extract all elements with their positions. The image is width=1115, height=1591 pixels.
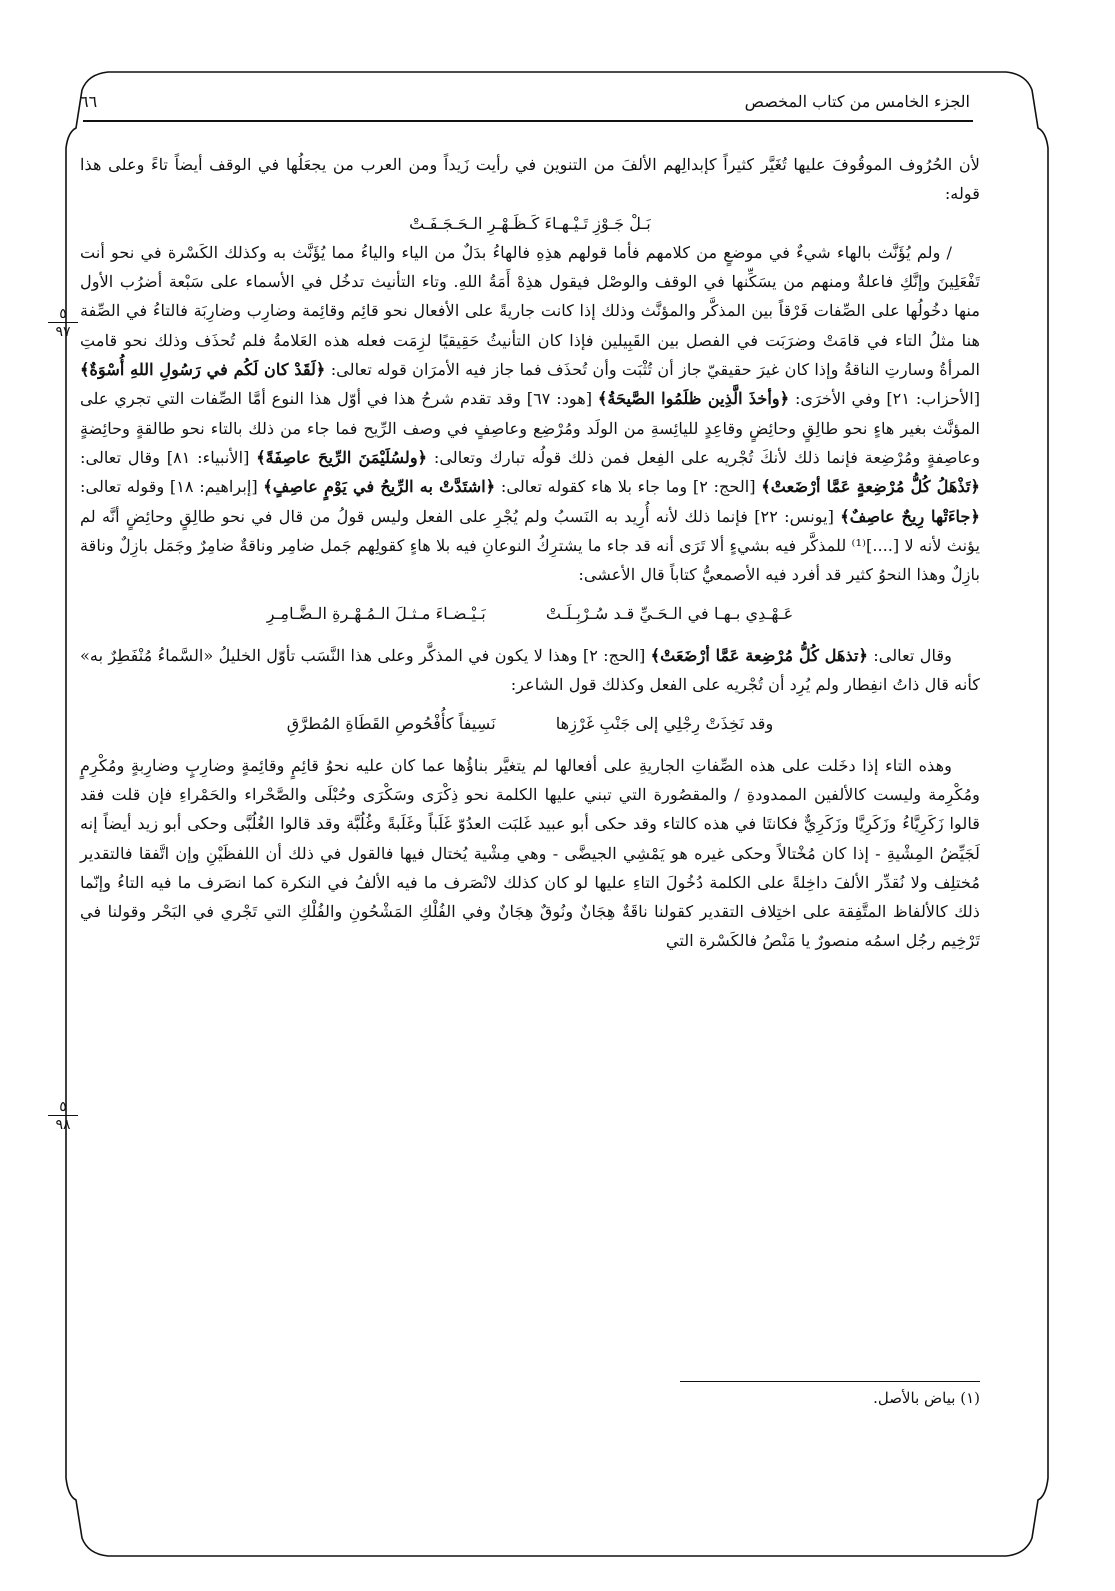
quran-quote: ﴿اشتَدَّتْ به الرِّيحُ في يَوْمٍ عاصِفٍ﴾ <box>263 477 496 497</box>
paragraph: وقال تعالى: ﴿تذهَل كُلُّ مُرْضِعة عَمَّا أرْضَعَتْ﴾ [الحج: ٢] وهذا لا يكون في المذكَّر وعلى هذا النَّسَب تأوّل الخليلُ «السَّماءُ مُنْفَطِرٌ به» كأنه قال ذاتُ انفِطار ولم يُرِد أن تُجْريه على الفعل وكذلك قول الشاعر: <box>80 645 980 695</box>
footnote: (١) بياض بالأصل. <box>873 1389 980 1407</box>
paragraph: وهذه التاء إذا دخَلت على هذه الصِّفاتِ الجاريةِ على أفعالها لم يتغيَّر بناؤُها عما كان عليه نحوُ قائِمٍ وقائِمةٍ وضارِبٍ وضارِبةٍ ومُكْرِمٍ ومُكْرِمة وليست كالألفين الممدودةِ / والمقصُورة التي تبني عليها الكلمة نحو ذِكْرَى وسَكْرَى وحُبْلَى والصَّحْراء والحَمْراءِ فإن قلت فقد قالوا زَكَرِيَّاءُ وزَكَرِيَّا وزَكَرِيٌّ فكانتَا في هذه كالتاء وقد حكى أبو عبيد غَلبَت العدُوّ غَلَباً وغَلَبةً وغُلُبَّة وقد قالوا الغُلُبَّى وحكى أبو زيد أيضاً إنه لَجَيِّضُ المِشْيةِ - إذا كان مُخْتالاً وحكى غيره هو يَمْشِي الجيضَّى - وهي مِشْية يُختال فيها فالقول في ذلك أن اللفظَيْنِ وإن اتَّفقا فالتقدير مُختلِف ولا نُقدِّر الألفَ داخِلةً على الكلمة دُخُولَ التاءِ عليها لو كان كذلك لانْصَرف ما فيه الألفُ في النكرة كما انصَرف ما فيه التاءُ وإنّما ذلك كالألفاظ المتَّفِقة على اختِلاف التقدير كقولنا ناقَةٌ هِجَانٌ ونُوقٌ هِجَانٌ وفي الفُلْكِ المَشْحُونِ والفُلْكِ التي تَجْري في البَحْر وقولنا في تَرْخِيم رجُل اسمُه منصورٌ يا مَنْصُ فالكَسْرة التي <box>80 755 980 951</box>
verse-hemistich: عَـهْـدِي بـهـا في الـحَـيِّ قـد سُـرْبِـلَـتْ <box>545 604 794 624</box>
verse-line: بَـلْ جَـوْزِ تَـيْـهـاءَ كَـظَـهْـرِ الـحَـجَـفَـتْ <box>409 213 651 233</box>
main-text <box>80 150 980 956</box>
page-number: ٦٦ <box>80 91 98 111</box>
verse-hemistich: وقد نَخِذَتْ رِجْلِي إلى جَنْبِ غَرْزِها <box>555 714 774 734</box>
quran-quote: ﴿ولسُلَيْمَنَ الرِّيحَ عاصِفَةً﴾ <box>256 447 428 467</box>
footnote-rule <box>680 1381 980 1382</box>
paragraph: / ولم يُؤَنَّث بالهاء شيءٌ في موضعٍ من كلامهم فأما قولهم هذِهِ فالهاءُ بدَلٌ من الياء والياءُ مما يُؤَنَّث به وكذلك الكَسْرة في نحو أنت تَفْعَلِينَ وإنَّكِ فاعلةٌ ومنهم من يسَكِّنها في الوقف والوصْل فيقول هذِهْ أَمَةُ اللهِ. وتاء التأنيث تدخُل في الأسماء على سَبْعة أضرُب الأول منها دخُولُها على الصِّفات فَرْقاً بين المذكَّر والمؤنَّث وذلك إذا كانت جاريةً على الأفعال نحو قائِم وقائِمة وضارِب وضارِبَة فالتاءُ في الصِّفة هنا مثلُ التاء في قامَتْ وضرَبَت في الفصل بين القَبِيلين فإذا كان التأنيثُ حَقِيقيًا لزِمَت فعله هذه العَلامةُ فلم تُحذَف وذلك نحو قامتِ المرأةُ وسارتِ الناقةُ وإذا كان غيرَ حقيقيّ جاز أن تُثْبَت وأن تُحذَف فما جاز فيه الأمرَان قوله تعالى: ﴿لَقَدْ كان لَكُم في رَسُولِ اللهِ أُسْوَةٌ﴾ [الأحزاب: ٢١] وفي الأخرَى: ﴿وأخذَ الَّذِين ظلَمُوا الصَّيحَةُ﴾ [هود: ٦٧] وقد تقدم شرحُ هذا في أوّل هذا النوع أمَّا الصِّفات التي تجري على المؤنَّث بغير هاءٍ نحو طالِقٍ وحائِضٍ وقاعِدٍ لليائِسةِ من الولَد ومُرْضِع وعاصِفٍ في وصف الرِّيح فما جاء من ذلك بالتاء نحو طالقةٍ وحائِضةٍ وعاصِفةٍ ومُرْضِعة فإنما ذلك لأنكَ تُجْريه على الفِعل فمن ذلك قولُه تبارك وتعالى: ﴿ولسُلَيْمَنَ الرِّيحَ عاصِفَةً﴾ [الأنبياء: ٨١] وقال تعالى: ﴿تَذْهَلُ كُلُّ مُرْضِعةٍ عَمَّا أرْضَعتْ﴾ [الحج: ٢] وما جاء بلا هاء كقوله تعالى: ﴿اشتَدَّتْ به الرِّيحُ في يَوْمٍ عاصِفٍ﴾ [إبراهيم: ١٨] وقوله تعالى: ﴿جاءَتْها رِيحٌ عاصِفٌ﴾ [يونس: ٢٢] فإنما ذلك لأنه أُرِيد به النَسبُ ولم يُجْرِ على الفعل وليس قولُ من قال في نحو طالِقٍ وحائِضٍ أنَّه لم يؤنث لأنه لا [....]⁽¹⁾ للمذكَّر فيه بشيءٍ ألا تَرَى أنه قد جاء ما يشترِكُ النوعانِ فيه بلا هاءٍ كقولِهم جَمل ضامِر وناقةٌ ضامِرٌ وجَمَل بازِلٌ وناقة بازِلٌ وهذا النحوُ كثير قد أفرد فيه الأصمعيُّ كتاباً قال الأعشى: <box>80 242 981 585</box>
verse-hemistich: بَـيْـضـاءَ مـثـلَ الـمُـهْـرةِ الـضَّـامِـرِ <box>266 604 486 624</box>
running-header <box>80 84 970 118</box>
quran-quote: ﴿تَذْهَلُ كُلُّ مُرْضِعةٍ عَمَّا أرْضَعتْ﴾ <box>761 477 981 497</box>
quran-quote: ﴿تذهَل كُلُّ مُرْضِعة عَمَّا أرْضَعَتْ﴾ <box>650 645 868 665</box>
verse-hemistich: نَسِيفاً كأُفْحُوصِ القَطَاةِ المُطرَّقِ <box>286 714 496 734</box>
quran-quote: ﴿وأخذَ الَّذِين ظلَمُوا الصَّيحَةُ﴾ <box>597 389 790 409</box>
verse-couplet <box>80 709 980 738</box>
quran-quote: ﴿جاءَتْها رِيحٌ عاصِفٌ﴾ <box>840 506 980 526</box>
paragraph: لأن الحُرُوف الموقُوفَ عليها تُغَيَّر كثيراً كإبدالِهم الألفَ من التنوين في رأيت زَيداً ومن العرب من يجعَلُها في الوقف أيضاً تاءً وعلى هذا قوله: <box>80 155 980 204</box>
margin-ref-97: ٥ ٩٧ <box>48 307 78 339</box>
book-title: الجزء الخامس من كتاب المخصص <box>744 91 970 111</box>
margin-ref-98: ٥ ٩٨ <box>48 1100 78 1132</box>
header-rule <box>83 120 973 122</box>
verse-couplet <box>80 599 980 628</box>
quran-quote: ﴿لَقَدْ كان لَكُم في رَسُولِ اللهِ أُسْوَةٌ﴾ <box>80 360 326 380</box>
